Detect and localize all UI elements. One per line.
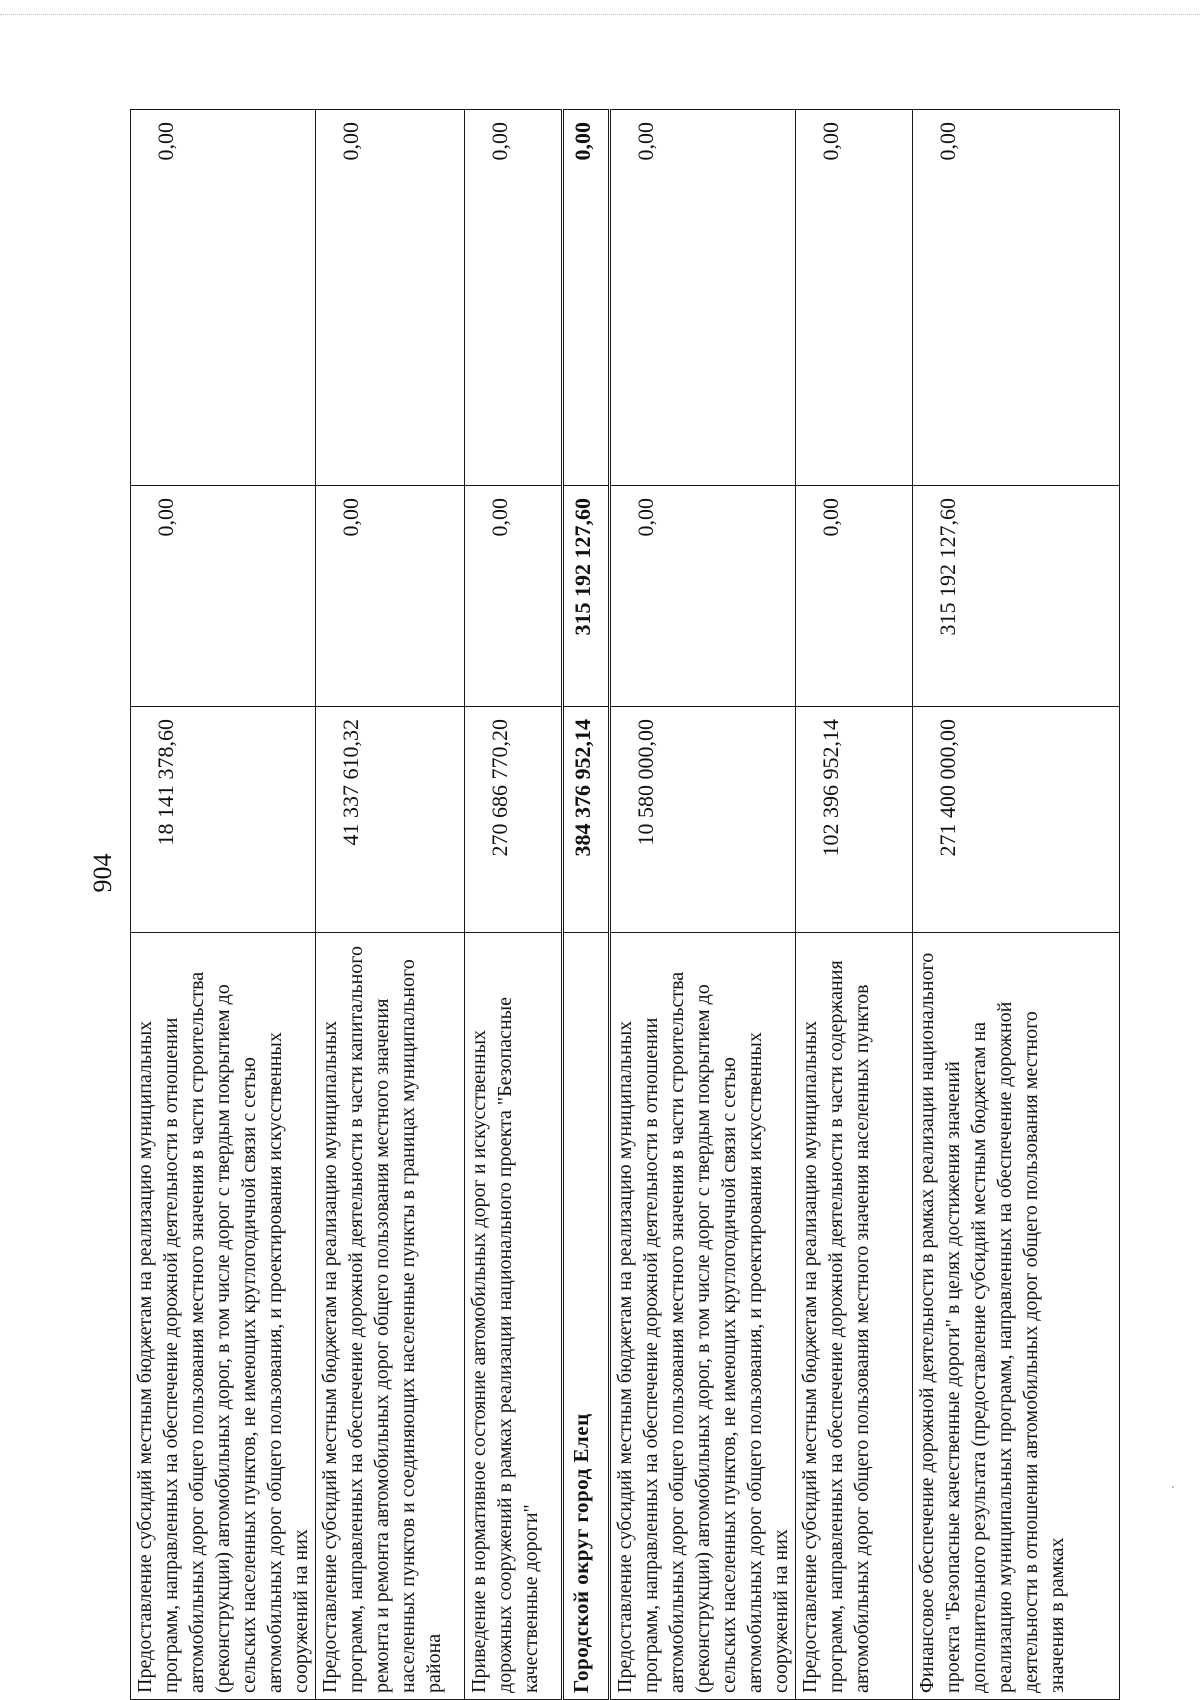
row-amount-3: 0,00 — [465, 110, 563, 486]
row-amount-2: 0,00 — [316, 486, 465, 707]
row-amount-2: 0,00 — [610, 486, 796, 707]
row-amount-3: 0,00 — [610, 110, 796, 486]
scan-speck — [1172, 1486, 1174, 1488]
row-amount-2: 315 192 127,60 — [913, 486, 1120, 707]
row-amount-2: 0,00 — [465, 486, 563, 707]
row-amount-1: 271 400 000,00 — [913, 707, 1120, 933]
table-row — [316, 110, 465, 1700]
row-amount-1: 41 337 610,32 — [316, 707, 465, 933]
table-row — [465, 110, 563, 1700]
table-row-total — [563, 110, 610, 1700]
row-amount-1: 102 396 952,14 — [796, 707, 913, 933]
page-number: 904 — [88, 853, 117, 893]
row-amount-3: 0,00 — [316, 110, 465, 486]
row-amount-2: 315 192 127,60 — [563, 486, 610, 707]
row-amount-3: 0,00 — [913, 110, 1120, 486]
row-amount-2: 0,00 — [131, 486, 316, 707]
row-amount-3: 0,00 — [796, 110, 913, 486]
row-amount-3: 0,00 — [563, 110, 610, 486]
row-amount-1: 10 580 000,00 — [610, 707, 796, 933]
budget-table — [130, 109, 1120, 1700]
scan-top-edge — [0, 14, 1200, 15]
table-row — [913, 110, 1120, 1700]
table-row — [131, 110, 316, 1700]
row-amount-1: 384 376 952,14 — [563, 707, 610, 933]
row-amount-1: 18 141 378,60 — [131, 707, 316, 933]
row-description: Предоставление субсидий местным бюджетам на реализацию муниципальных программ, направленных на обеспечение дорожной деятельности в отношении автомобильных дорог общего пользования местного значения в части строительства (реконструкции) автомобильных дорог, в том числе дорог с твердым покрытием до сельских населенных пунктов, не имеющих круглогодичной связи с сетью автомобильных дорог общего пользования, и проектирования искусственных сооружений на них — [610, 933, 796, 1700]
row-description: Предоставление субсидий местным бюджетам на реализацию муниципальных программ, направленных на обеспечение дорожной деятельности в отношении автомобильных дорог общего пользования местного значения в части строительства (реконструкции) автомобильных дорог, в том числе дорог с твердым покрытием до сельских населенных пунктов, не имеющих круглогодичной связи с сетью автомобильных дорог общего пользования, и проектирования искусственных сооружений на них — [131, 933, 316, 1700]
rotated-table-container — [130, 110, 1130, 1700]
table-row — [610, 110, 796, 1700]
row-description: Предоставление субсидий местным бюджетам на реализацию муниципальных программ, направленных на обеспечение дорожной деятельности в части содержания автомобильных дорог общего пользования местного значения населенных пунктов — [796, 933, 913, 1700]
row-description: Финансовое обеспечение дорожной деятельности в рамках реализации национального проекта "Безопасные качественные дороги" в целях достижения значений дополнительного результата (предоставление субсидий местным бюджетам на реализацию муниципальных программ, направленных на обеспечение дорожной деятельности в отношении автомобильных дорог общего пользования местного значения в рамках — [913, 933, 1120, 1700]
table-row — [796, 110, 913, 1700]
row-description: Городской округ город Елец — [563, 933, 610, 1700]
row-amount-3: 0,00 — [131, 110, 316, 486]
row-description: Приведение в нормативное состояние автомобильных дорог и искусственных дорожных сооружений в рамках реализации национального проекта "Безопасные качественные дороги" — [465, 933, 563, 1700]
row-description: Предоставление субсидий местным бюджетам на реализацию муниципальных программ, направленных на обеспечение дорожной деятельности в части капитального ремонта и ремонта автомобильных дорог общего пользования местного значения населенных пунктов и соединяющих населенные пункты в границах муниципального района — [316, 933, 465, 1700]
row-amount-1: 270 686 770,20 — [465, 707, 563, 933]
row-amount-2: 0,00 — [796, 486, 913, 707]
